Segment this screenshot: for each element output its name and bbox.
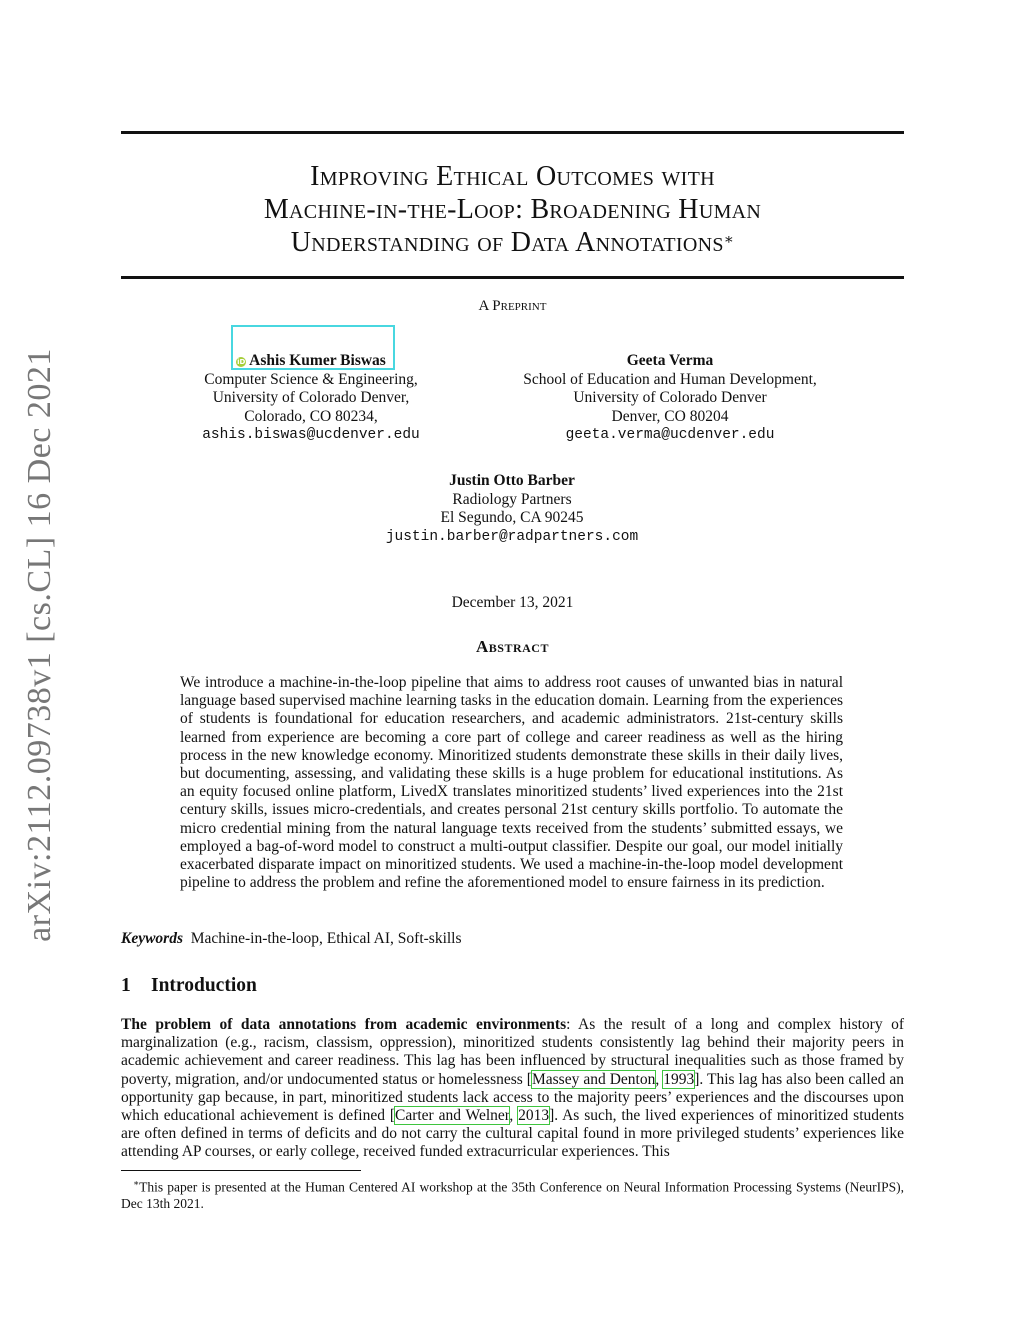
citation-massey-year[interactable]: 1993	[663, 1070, 695, 1088]
keywords-label: Keywords	[121, 930, 183, 947]
paper-date: December 13, 2021	[451, 594, 574, 611]
abstract-text: We introduce a machine-in-the-loop pipeline that aims to address root causes of unwanted bias in natural language based supervised machine learning tasks in the education domain. Learning from the experiences of students is foundational for education researchers, and academic administrators. 21st-century skills learned from experience are becoming a core part of college and career readiness as well as the hiring process in the new knowledge economy. Minoritized students demonstrate these skills in their daily lives, but documenting, assessing, and validating these skills is a huge problem for educational institutions. As an equity focused online platform, LivedX translates minoritized students’ lived experiences into the 21st century skills, issues micro-credentials, and creates personal 21st century skills portfolio. To automate the micro credential mining from the natural language texts received from the students’ submitted essays, we employed a bag-of-word model to construct a multi-output classifier. Despite our goal, our model initially exacerbated disparate impact on minoritized students. We used a machine-in-the-loop model development pipeline to address the problem and refine the aforementioned model to ensure fairness in its prediction.	[180, 674, 843, 892]
author-block-1	[161, 352, 461, 445]
title-line-2: Machine-in-the-Loop: Broadening Human	[263, 194, 762, 225]
title-line-3	[121, 226, 904, 259]
author-1-affil-3: Colorado, CO 80234,	[244, 407, 378, 425]
footnote-rule	[121, 1170, 361, 1171]
title-top-rule	[121, 131, 904, 134]
intro-lead: The problem of data annotations from academic environments	[121, 1016, 567, 1033]
author-block-3	[312, 472, 712, 546]
author-1-affil-2: University of Colorado Denver,	[212, 389, 410, 406]
section-number: 1	[121, 975, 131, 996]
arxiv-id-text: arXiv:2112.09738v1 [cs.CL] 16 Dec 2021	[21, 348, 58, 942]
footnote	[121, 1175, 904, 1213]
title-bottom-rule	[121, 276, 904, 279]
title-line-3-text: Understanding of Data Annotations	[290, 227, 724, 258]
author-2-affil-2: University of Colorado Denver	[573, 389, 767, 406]
arxiv-identifier	[20, 348, 60, 942]
preprint-label: A Preprint	[478, 298, 547, 314]
author-2-email[interactable]: geeta.verma@ucdenver.edu	[565, 427, 775, 443]
paper-title	[121, 160, 904, 259]
intro-part-2: ]. This lag has also been called an opportunity gap because, in part, minoritized students lack access to the majority peers’ experiences and the discourses upon which educational achievement is defined [	[121, 1070, 904, 1125]
author-name-3: Justin Otto Barber	[449, 472, 575, 489]
section-title: Introduction	[151, 975, 257, 996]
author-name-1	[161, 352, 461, 371]
citation-massey-authors[interactable]: Massey and Denton	[531, 1070, 656, 1088]
abstract-heading: Abstract	[476, 637, 549, 656]
section-heading	[121, 975, 257, 997]
footnote-text: This paper is presented at the Human Centered AI workshop at the 35th Conference on Neural Information Processing Systems (NeurIPS), Dec 13th 2021.	[121, 1179, 904, 1211]
author-1-email[interactable]: ashis.biswas@ucdenver.edu	[202, 427, 420, 443]
author-3-email[interactable]: justin.barber@radpartners.com	[385, 528, 639, 545]
footnote-mark: ∗	[133, 1178, 140, 1188]
author-3-affil-1: Radiology Partners	[452, 490, 572, 508]
author-name-1-text[interactable]: Ashis Kumer Biswas	[249, 352, 386, 369]
author-block-2	[490, 352, 850, 445]
title-footnote-mark[interactable]: ∗	[723, 232, 735, 248]
keywords-line	[121, 930, 462, 948]
title-line-1: Improving Ethical Outcomes with	[310, 161, 715, 192]
author-2-affil-3: Denver, CO 80204	[611, 407, 729, 425]
intro-part-3: ]. As such, the lived experiences of minoritized students are often defined in terms of deficits and do not carry the cultural capital found in more privileged students’ experiences like attending AP courses, or early college, received funded extracurricular experiences. This	[121, 1107, 904, 1161]
orcid-icon[interactable]: iD	[237, 358, 246, 366]
citation-carter-year[interactable]: 2013	[518, 1107, 550, 1125]
author-name-2: Geeta Verma	[626, 352, 714, 369]
citation-carter-authors[interactable]: Carter and Welner	[394, 1107, 510, 1125]
author-3-affil-2: El Segundo, CA 90245	[440, 509, 584, 526]
author-2-affil-1: School of Education and Human Development,	[523, 370, 817, 388]
keywords-text: Machine-in-the-loop, Ethical AI, Soft-skills	[190, 930, 462, 947]
intro-part-1: : As the result of a long and complex history of marginalization (e.g., racism, classism, oppression), minoritized students consistently lag behind their majority peers in academic achievement and career readiness. This lag has been influenced by structural inequalities such as those framed by poverty, migration, and/or undocumented status or homelessness [	[121, 1016, 904, 1088]
intro-paragraph: The problem of data annotations from academic environments: As the result of a long and complex history of marginalization (e.g., racism, classism, oppression), minoritized students consistently lag behind their majority peers in academic achievement and career readiness. This lag has been influenced by structural inequalities such as those framed by poverty, migration, and/or undocumented status or homelessness [Massey and Denton, 1993]. This lag has also been called an opportunity gap because, in part, minoritized students lack access to the majority peers’ experiences and the discourses upon which educational achievement is defined [Carter and Welner, 2013]. As such, the lived experiences of minoritized students are often defined in terms of deficits and do not carry the cultural capital found in more privileged students’ experiences like attending AP courses, or early college, received funded extracurricular experiences. This	[121, 1016, 904, 1161]
author-1-affil-1: Computer Science & Engineering,	[204, 370, 418, 388]
